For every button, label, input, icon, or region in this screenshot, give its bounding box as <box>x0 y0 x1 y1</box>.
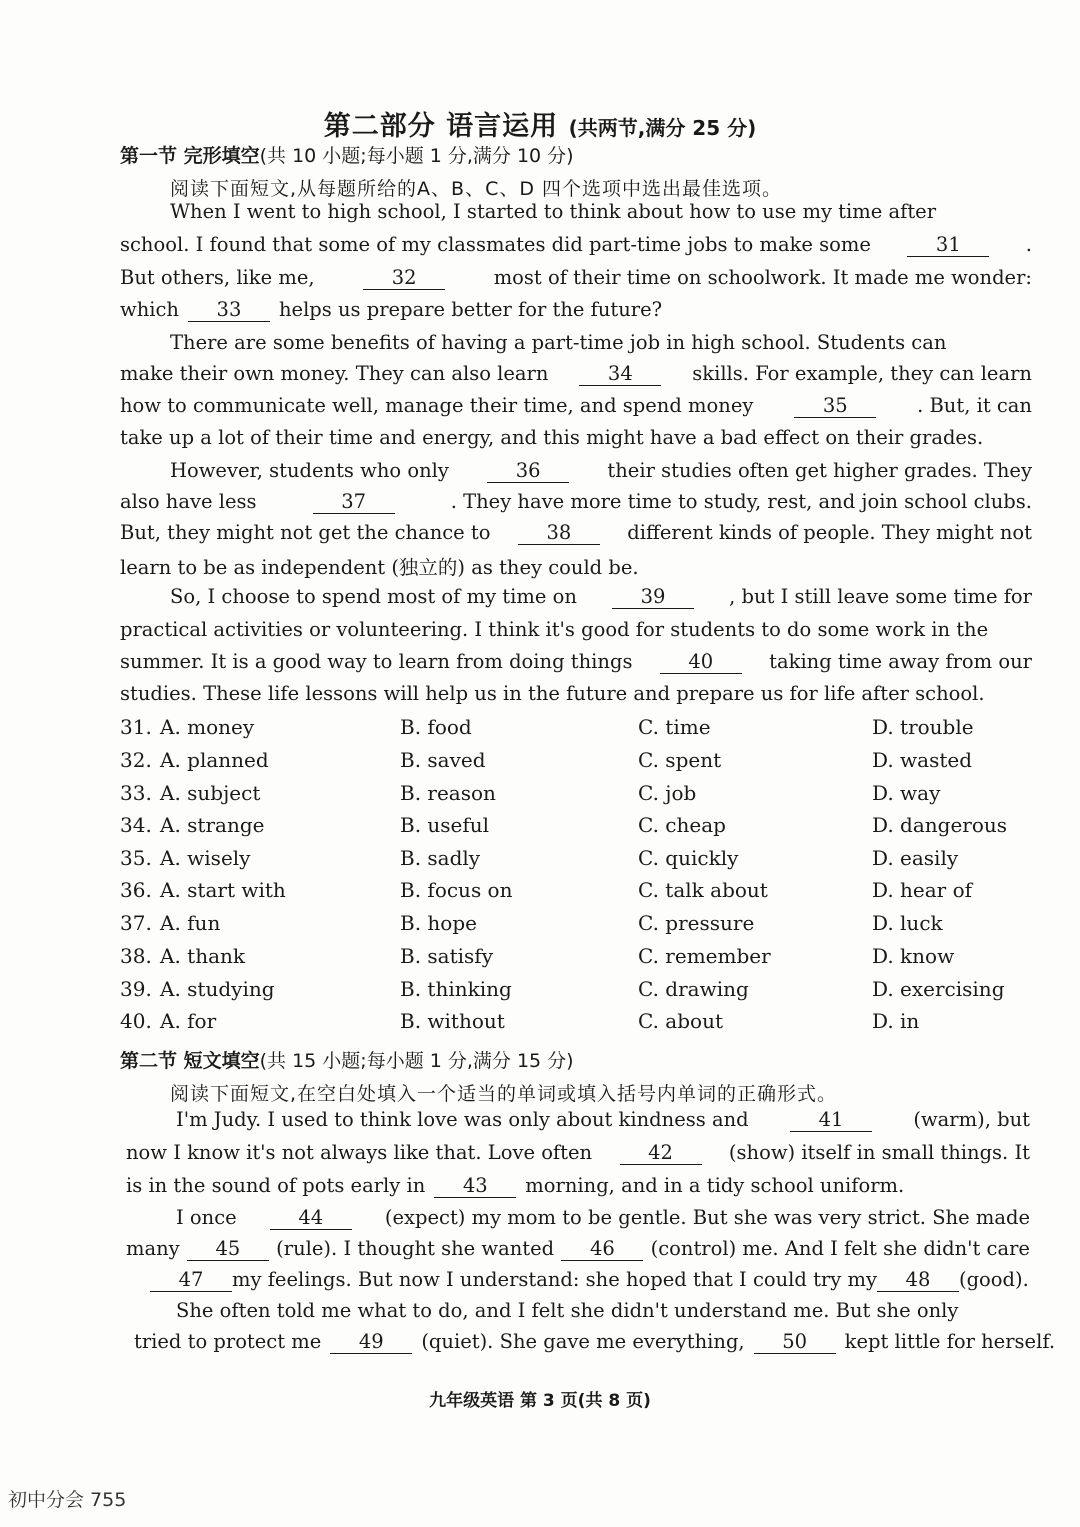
option-c[interactable]: C. remember <box>638 944 771 968</box>
option-c[interactable]: C. talk about <box>638 878 768 902</box>
option-row <box>120 715 1040 745</box>
question-number: 39. <box>120 977 152 1001</box>
option-c[interactable]: C. pressure <box>638 911 755 935</box>
section1-instruction: 阅读下面短文,从每题所给的A、B、C、D 四个选项中选出最佳选项。 <box>170 178 783 200</box>
passage-text: different kinds of people. They might not <box>627 521 1032 544</box>
answer-blank-48[interactable]: 48 <box>877 1269 959 1292</box>
answer-blank-33[interactable]: 33 <box>188 299 270 322</box>
answer-blank-43[interactable]: 43 <box>434 1175 516 1198</box>
option-c[interactable]: C. time <box>638 715 711 739</box>
passage-text: is in the sound of pots early in <box>126 1174 426 1197</box>
option-d[interactable]: D. know <box>872 944 955 968</box>
option-c[interactable]: C. quickly <box>638 846 739 870</box>
option-b[interactable]: B. sadly <box>400 846 481 870</box>
option-row <box>120 944 1040 974</box>
passage-line <box>126 1141 1030 1171</box>
part-score-note: (共两节,满分 25 分) <box>568 116 757 140</box>
passage-line <box>120 552 1032 582</box>
option-row <box>120 846 1040 876</box>
question-number: 36. <box>120 878 152 902</box>
question-number: 40. <box>120 1009 152 1033</box>
option-b[interactable]: B. without <box>400 1009 505 1033</box>
passage-text: However, students who only <box>170 459 449 482</box>
option-d[interactable]: D. in <box>872 1009 920 1033</box>
passage-text: kept little for herself. <box>844 1330 1056 1353</box>
passage-text: So, I choose to spend most of my time on <box>170 585 577 608</box>
passage-text: When I went to high school, I started to think about how to use my time after <box>170 200 937 223</box>
answer-blank-40[interactable]: 40 <box>660 651 742 674</box>
passage-text: (rule). I thought she wanted <box>276 1237 555 1260</box>
passage-line <box>134 1330 1056 1360</box>
passage-line <box>176 1108 1030 1138</box>
option-b[interactable]: B. food <box>400 715 472 739</box>
passage-text: She often told me what to do, and I felt she didn't understand me. But she only <box>176 1299 959 1322</box>
passage-text: how to communicate well, manage their time, and spend money <box>120 394 754 417</box>
passage-text: (quiet). She gave me everything, <box>421 1330 745 1353</box>
passage-text: now I know it's not always like that. Love often <box>126 1141 593 1164</box>
passage-line <box>120 266 1032 296</box>
answer-blank-49[interactable]: 49 <box>330 1331 412 1354</box>
passage-line <box>176 1299 1030 1329</box>
section1-title: 第一节 完形填空 <box>120 145 260 167</box>
passage-text: their studies often get higher grades. They <box>607 459 1032 482</box>
passage-line <box>170 200 1032 230</box>
option-d[interactable]: D. exercising <box>872 977 1005 1001</box>
section2-instruction: 阅读下面短文,在空白处填入一个适当的单词或填入括号内单词的正确形式。 <box>170 1083 838 1105</box>
answer-blank-31[interactable]: 31 <box>907 234 989 257</box>
passage-line <box>120 362 1032 392</box>
passage-text: practical activities or volunteering. I think it's good for students to do some work in the <box>120 618 989 641</box>
passage-line <box>120 298 1032 328</box>
question-number: 33. <box>120 781 152 805</box>
passage-text: most of their time on schoolwork. It made me wonder: <box>493 266 1032 289</box>
passage-text: summer. It is a good way to learn from doing things <box>120 650 633 673</box>
option-b[interactable]: B. thinking <box>400 977 512 1001</box>
passage-text: But, they might not get the chance to <box>120 521 491 544</box>
answer-blank-37[interactable]: 37 <box>313 491 395 514</box>
passage-text: studies. These life lessons will help us in the future and prepare us for life after school. <box>120 682 985 705</box>
passage-text: learn to be as independent (独立的) as they could be. <box>120 556 639 579</box>
answer-blank-36[interactable]: 36 <box>487 460 569 483</box>
passage-line <box>120 521 1032 551</box>
answer-blank-44[interactable]: 44 <box>270 1207 352 1230</box>
answer-blank-34[interactable]: 34 <box>579 363 661 386</box>
question-number: 34. <box>120 813 152 837</box>
passage-line <box>120 682 1032 712</box>
passage-text: skills. For example, they can learn <box>692 362 1032 385</box>
option-a[interactable]: A. for <box>160 1009 217 1033</box>
passage-text: tried to protect me <box>134 1330 322 1353</box>
option-b[interactable]: B. saved <box>400 748 486 772</box>
passage-text: But others, like me, <box>120 266 315 289</box>
option-d[interactable]: D. hear of <box>872 878 973 902</box>
passage-line <box>150 1268 1029 1298</box>
passage-text: my feelings. But now I understand: she hoped that I could try my <box>232 1268 877 1291</box>
answer-blank-50[interactable]: 50 <box>754 1331 836 1354</box>
question-number: 32. <box>120 748 152 772</box>
option-a[interactable]: A. thank <box>160 944 245 968</box>
section2-detail: (共 15 小题;每小题 1 分,满分 15 分) <box>259 1050 574 1072</box>
question-number: 35. <box>120 846 152 870</box>
passage-text: I once <box>176 1206 237 1229</box>
passage-text: many <box>126 1237 180 1260</box>
passage-text: (expect) my mom to be gentle. But she was very strict. She made <box>384 1206 1030 1229</box>
option-b[interactable]: B. reason <box>400 781 496 805</box>
option-a[interactable]: A. wisely <box>160 846 251 870</box>
passage-line <box>176 1206 1030 1236</box>
option-row <box>120 911 1040 941</box>
answer-blank-47[interactable]: 47 <box>150 1269 232 1292</box>
passage-line <box>120 394 1032 424</box>
passage-text: (show) itself in small things. It <box>728 1141 1030 1164</box>
option-a[interactable]: A. strange <box>160 813 265 837</box>
answer-blank-38[interactable]: 38 <box>518 522 600 545</box>
option-d[interactable]: D. luck <box>872 911 943 935</box>
option-c[interactable]: C. about <box>638 1009 723 1033</box>
option-b[interactable]: B. useful <box>400 813 490 837</box>
page-footer: 九年级英语 第 3 页(共 8 页) <box>429 1391 651 1411</box>
watermark-text: 初中分会 755 <box>8 1489 127 1511</box>
passage-line <box>120 618 1032 648</box>
answer-blank-32[interactable]: 32 <box>363 267 445 290</box>
passage-text: . They have more time to study, rest, and join school clubs. <box>450 490 1032 513</box>
option-d[interactable]: D. dangerous <box>872 813 1008 837</box>
option-d[interactable]: D. way <box>872 781 941 805</box>
option-row <box>120 748 1040 778</box>
option-c[interactable]: C. spent <box>638 748 722 772</box>
passage-line <box>120 650 1032 680</box>
option-b[interactable]: B. hope <box>400 911 477 935</box>
section1-detail: (共 10 小题;每小题 1 分,满分 10 分) <box>259 145 574 167</box>
option-d[interactable]: D. easily <box>872 846 959 870</box>
option-row <box>120 878 1040 908</box>
question-number: 38. <box>120 944 152 968</box>
passage-text: (control) me. And I felt she didn't care <box>650 1237 1030 1260</box>
option-a[interactable]: A. subject <box>160 781 261 805</box>
answer-blank-42[interactable]: 42 <box>620 1142 702 1165</box>
passage-text: , but I still leave some time for <box>729 585 1032 608</box>
section2-heading <box>120 1046 574 1073</box>
answer-blank-46[interactable]: 46 <box>561 1238 643 1261</box>
option-a[interactable]: A. planned <box>160 748 269 772</box>
passage-text: . But, it can <box>917 394 1032 417</box>
passage-line <box>170 331 1032 361</box>
option-d[interactable]: D. wasted <box>872 748 973 772</box>
passage-text: . <box>1025 233 1032 256</box>
passage-text: (good). <box>958 1268 1029 1291</box>
page-title <box>0 104 1080 143</box>
passage-line <box>120 233 1032 263</box>
option-b[interactable]: B. satisfy <box>400 944 493 968</box>
passage-text: make their own money. They can also learn <box>120 362 549 385</box>
passage-text: taking time away from our <box>769 650 1032 673</box>
option-c[interactable]: C. drawing <box>638 977 749 1001</box>
option-d[interactable]: D. trouble <box>872 715 974 739</box>
passage-line <box>126 1237 1030 1267</box>
option-a[interactable]: A. fun <box>160 911 221 935</box>
option-c[interactable]: C. job <box>638 781 697 805</box>
answer-blank-39[interactable]: 39 <box>612 586 694 609</box>
option-row <box>120 1009 1040 1039</box>
passage-text: I'm Judy. I used to think love was only about kindness and <box>176 1108 749 1131</box>
passage-line <box>120 426 1032 456</box>
passage-text: which <box>120 298 179 321</box>
passage-line <box>120 490 1032 520</box>
option-row <box>120 781 1040 811</box>
passage-text: school. I found that some of my classmates did part-time jobs to make some <box>120 233 871 256</box>
option-b[interactable]: B. focus on <box>400 878 513 902</box>
passage-text: (warm), but <box>913 1108 1030 1131</box>
part-title: 第二部分 语言运用 <box>323 111 559 142</box>
option-row <box>120 813 1040 843</box>
passage-text: morning, and in a tidy school uniform. <box>525 1174 905 1197</box>
section1-heading <box>120 141 574 168</box>
section2-title: 第二节 短文填空 <box>120 1050 260 1072</box>
option-row <box>120 977 1040 1007</box>
option-a[interactable]: A. money <box>160 715 255 739</box>
passage-line <box>126 1174 1030 1204</box>
option-a[interactable]: A. start with <box>160 878 286 902</box>
passage-text: There are some benefits of having a part-time job in high school. Students can <box>170 331 947 354</box>
passage-text: helps us prepare better for the future? <box>278 298 663 321</box>
question-number: 31. <box>120 715 152 739</box>
question-number: 37. <box>120 911 152 935</box>
answer-blank-35[interactable]: 35 <box>794 395 876 418</box>
option-c[interactable]: C. cheap <box>638 813 726 837</box>
passage-text: also have less <box>120 490 257 513</box>
passage-line <box>170 459 1032 489</box>
answer-blank-45[interactable]: 45 <box>187 1238 269 1261</box>
passage-line <box>170 585 1032 615</box>
option-a[interactable]: A. studying <box>160 977 275 1001</box>
answer-blank-41[interactable]: 41 <box>790 1109 872 1132</box>
passage-text: take up a lot of their time and energy, and this might have a bad effect on their grades. <box>120 426 984 449</box>
